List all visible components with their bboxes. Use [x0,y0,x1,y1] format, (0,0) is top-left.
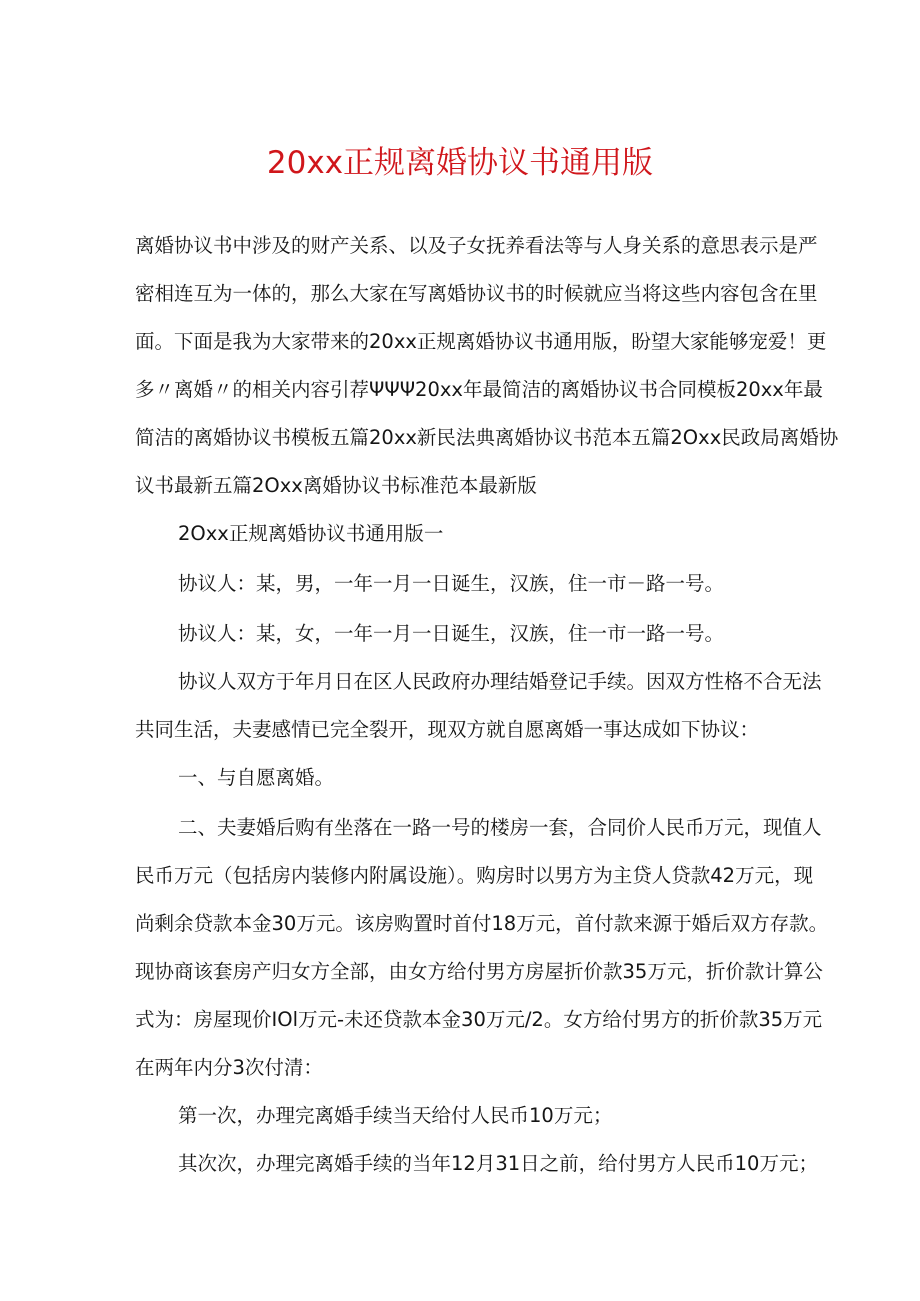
paragraph-line: 协议人双方于年月日在区人民政府办理结婚登记手续。因双方性格不合无法 [178,670,822,693]
paragraph-line: 面。下面是我为大家带来的20xx正规离婚协议书通用版，盼望大家能够宠爱！更 [135,330,827,353]
paragraph-line: 多〃离婚〃的相关内容引荐ΨΨΨ20xx年最简洁的离婚协议书合同模板20xx年最 [135,378,823,401]
paragraph-line: 密相连互为一体的，那么大家在写离婚协议书的时候就应当将这些内容包含在里 [135,282,818,305]
paragraph-line: 一、与自愿离婚。 [178,766,335,789]
paragraph-line: 二、夫妻婚后购有坐落在一路一号的楼房一套，合同价人民币万元，现值人 [178,816,822,839]
paragraph-line: 离婚协议书中涉及的财产关系、以及子女抚养看法等与人身关系的意思表示是严 [135,234,818,257]
paragraph-line: 议书最新五篇2Oxx离婚协议书标准范本最新版 [135,474,537,497]
paragraph-line: 第一次，办理完离婚手续当天给付人民币10万元； [178,1104,613,1127]
paragraph-line: 共同生活，夫妻感情已完全裂开，现双方就自愿离婚一事达成如下协议： [135,718,760,741]
paragraph-line: 其次次，办理完离婚手续的当年12月31日之前，给付男方人民币10万元； [178,1152,818,1175]
section-heading: 2Oxx正规离婚协议书通用版一 [178,522,444,545]
paragraph-line: 协议人：某，男，一年一月一日诞生，汉族，住一市－路一号。 [178,572,725,595]
paragraph-line: 式为：房屋现价IOl万元-未还贷款本金30万元/2。女方给付男方的折价款35万元 [135,1008,823,1031]
paragraph-line: 民币万元（包括房内装修内附属设施）。购房时以男方为主贷人贷款42万元，现 [135,864,814,887]
paragraph-line: 协议人：某，女，一年一月一日诞生，汉族，住一市一路一号。 [178,622,725,645]
document-title: 20xx正规离婚协议书通用版 [266,145,654,181]
paragraph-line: 在两年内分3次付清： [135,1056,323,1079]
paragraph-line: 简洁的离婚协议书模板五篇20xx新民法典离婚协议书范本五篇2Oxx民政局离婚协 [135,426,839,449]
paragraph-line: 现协商该套房产归女方全部，由女方给付男方房屋折价款35万元，折价款计算公 [135,960,823,983]
paragraph-line: 尚剩余贷款本金30万元。该房购置时首付18万元，首付款来源于婚后双方存款。 [135,912,829,935]
